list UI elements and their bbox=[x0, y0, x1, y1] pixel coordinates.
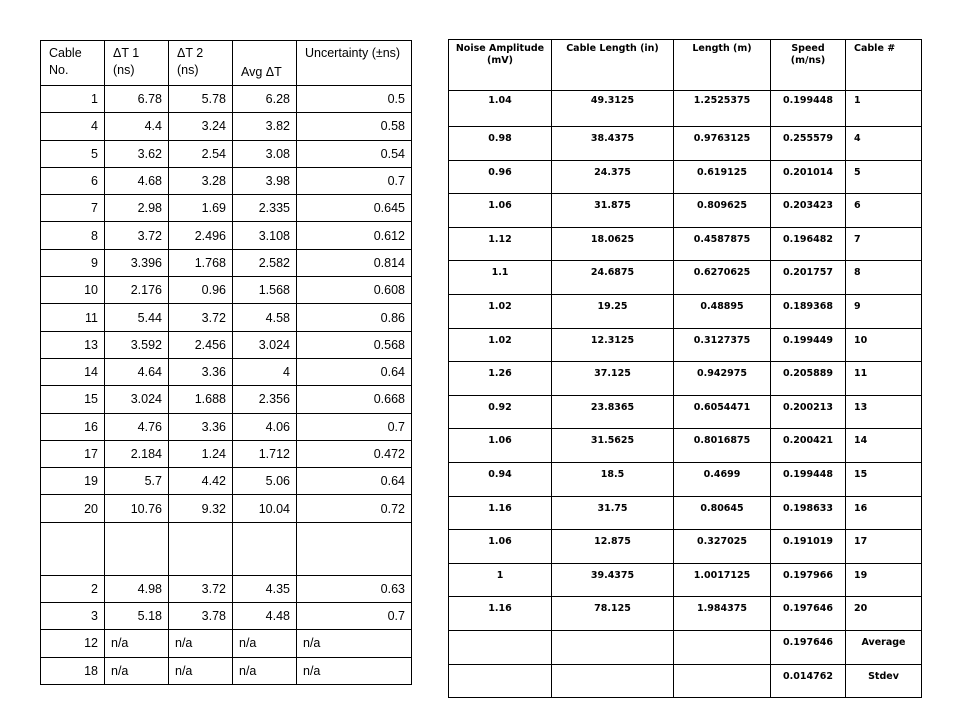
table-cell: 0.612 bbox=[297, 222, 412, 249]
table-cell: 14 bbox=[41, 358, 105, 385]
table-row bbox=[449, 294, 922, 328]
header-avg-delta-t: Avg ΔT bbox=[233, 41, 297, 86]
table-row bbox=[41, 630, 412, 657]
table-row bbox=[41, 86, 412, 113]
table-cell: 1 bbox=[449, 563, 552, 597]
table-row bbox=[41, 603, 412, 630]
table-cell: 5 bbox=[846, 160, 922, 194]
table-cell: 78.125 bbox=[552, 597, 674, 631]
table-cell: 0.196482 bbox=[771, 227, 846, 261]
table-row bbox=[449, 530, 922, 564]
table-cell: 3.592 bbox=[105, 331, 169, 358]
table-cell: 0.9763125 bbox=[674, 127, 771, 161]
table-cell: 4 bbox=[233, 358, 297, 385]
table-cell: 18.0625 bbox=[552, 227, 674, 261]
table-cell: 3.72 bbox=[105, 222, 169, 249]
table-row bbox=[41, 413, 412, 440]
table-cell: 1.06 bbox=[449, 429, 552, 463]
header-delta-t1: ΔT 1 (ns) bbox=[105, 41, 169, 86]
table-cell: 0.814 bbox=[297, 249, 412, 276]
table-cell: 5.06 bbox=[233, 468, 297, 495]
table-cell: 2.184 bbox=[105, 440, 169, 467]
table-row bbox=[41, 222, 412, 249]
table-row bbox=[41, 167, 412, 194]
table-cell: 2.335 bbox=[233, 195, 297, 222]
table-row bbox=[449, 664, 922, 698]
table-cell: 0.7 bbox=[297, 413, 412, 440]
table-cell: 1.12 bbox=[449, 227, 552, 261]
table-cell: 5.44 bbox=[105, 304, 169, 331]
table-cell: 0.568 bbox=[297, 331, 412, 358]
table-cell: 23.8365 bbox=[552, 395, 674, 429]
table-row bbox=[449, 91, 922, 127]
table-cell: 0.255579 bbox=[771, 127, 846, 161]
table-cell: 0.64 bbox=[297, 468, 412, 495]
table-cell bbox=[41, 522, 105, 575]
table-cell: n/a bbox=[105, 630, 169, 657]
table-row bbox=[449, 194, 922, 228]
table-row bbox=[41, 440, 412, 467]
table-cell: 3.82 bbox=[233, 113, 297, 140]
table-cell: 31.75 bbox=[552, 496, 674, 530]
table-cell bbox=[169, 522, 233, 575]
table-cell bbox=[552, 630, 674, 664]
table-cell bbox=[674, 664, 771, 698]
table-cell: 6 bbox=[846, 194, 922, 228]
table-cell: 20 bbox=[846, 597, 922, 631]
header-cable-number: Cable # bbox=[846, 40, 922, 91]
table-cell: 0.64 bbox=[297, 358, 412, 385]
table-row bbox=[41, 468, 412, 495]
table-cell bbox=[449, 630, 552, 664]
table-cell: 10.04 bbox=[233, 495, 297, 522]
table-cell: 1.712 bbox=[233, 440, 297, 467]
table-row bbox=[41, 522, 412, 575]
table-cell: 17 bbox=[41, 440, 105, 467]
table-cell: 4.58 bbox=[233, 304, 297, 331]
table-cell: 0.96 bbox=[169, 277, 233, 304]
table-cell bbox=[105, 522, 169, 575]
header-cable-length-in: Cable Length (in) bbox=[552, 40, 674, 91]
table-cell: 3.72 bbox=[169, 304, 233, 331]
table-cell: 1.1 bbox=[449, 261, 552, 295]
header-uncertainty: Uncertainty (±ns) bbox=[297, 41, 412, 86]
header-length-m: Length (m) bbox=[674, 40, 771, 91]
table-cell bbox=[233, 522, 297, 575]
table-cell: 1.2525375 bbox=[674, 91, 771, 127]
table-cell: 0.5 bbox=[297, 86, 412, 113]
table-cell: 5.7 bbox=[105, 468, 169, 495]
table-cell: 0.197646 bbox=[771, 597, 846, 631]
cable-speed-table bbox=[448, 39, 922, 698]
table-cell: 37.125 bbox=[552, 362, 674, 396]
table-cell: n/a bbox=[169, 630, 233, 657]
table-cell: 0.014762 bbox=[771, 664, 846, 698]
table-cell: 1.768 bbox=[169, 249, 233, 276]
table-cell: 2.98 bbox=[105, 195, 169, 222]
table-cell: 5 bbox=[41, 140, 105, 167]
table-cell: 6.28 bbox=[233, 86, 297, 113]
table-cell: 5.18 bbox=[105, 603, 169, 630]
table-row bbox=[41, 657, 412, 684]
table-cell: 2.176 bbox=[105, 277, 169, 304]
table-cell: 3.98 bbox=[233, 167, 297, 194]
table-cell: 0.205889 bbox=[771, 362, 846, 396]
table-cell: 0.58 bbox=[297, 113, 412, 140]
table-row bbox=[41, 195, 412, 222]
table-cell: n/a bbox=[233, 657, 297, 684]
table-cell: 3.108 bbox=[233, 222, 297, 249]
table-cell: 10 bbox=[41, 277, 105, 304]
table-cell: 31.5625 bbox=[552, 429, 674, 463]
header-delta-t2: ΔT 2 (ns) bbox=[169, 41, 233, 86]
header-row bbox=[41, 41, 412, 86]
table-cell: 0.199449 bbox=[771, 328, 846, 362]
table-cell: 2.456 bbox=[169, 331, 233, 358]
table-row bbox=[449, 127, 922, 161]
table-cell: 14 bbox=[846, 429, 922, 463]
table-cell: 0.3127375 bbox=[674, 328, 771, 362]
table-cell: 4.06 bbox=[233, 413, 297, 440]
header-noise-amplitude: Noise Amplitude (mV) bbox=[449, 40, 552, 91]
table-cell: 3.28 bbox=[169, 167, 233, 194]
table-cell: 15 bbox=[846, 462, 922, 496]
table-cell: 0.92 bbox=[449, 395, 552, 429]
table-cell: 2.496 bbox=[169, 222, 233, 249]
cable-speed-body bbox=[449, 91, 922, 698]
table-cell: 24.375 bbox=[552, 160, 674, 194]
table-cell: 6 bbox=[41, 167, 105, 194]
table-cell: 12.875 bbox=[552, 530, 674, 564]
table-cell: 1.984375 bbox=[674, 597, 771, 631]
table-cell bbox=[449, 664, 552, 698]
table-cell: 0.191019 bbox=[771, 530, 846, 564]
table-cell: 0.7 bbox=[297, 603, 412, 630]
table-cell: 3.36 bbox=[169, 413, 233, 440]
table-cell: 4.48 bbox=[233, 603, 297, 630]
table-cell: 0.8016875 bbox=[674, 429, 771, 463]
table-cell: 19 bbox=[41, 468, 105, 495]
table-cell: 18 bbox=[41, 657, 105, 684]
table-cell: 18.5 bbox=[552, 462, 674, 496]
table-cell: 1.26 bbox=[449, 362, 552, 396]
table-cell: 1.06 bbox=[449, 194, 552, 228]
table-cell: 13 bbox=[846, 395, 922, 429]
table-cell: 1.16 bbox=[449, 496, 552, 530]
table-cell: 1.16 bbox=[449, 597, 552, 631]
table-row bbox=[41, 575, 412, 602]
table-cell: 4.76 bbox=[105, 413, 169, 440]
table-cell: 0.98 bbox=[449, 127, 552, 161]
table-cell: 3.24 bbox=[169, 113, 233, 140]
table-cell: 7 bbox=[846, 227, 922, 261]
table-cell: 3.62 bbox=[105, 140, 169, 167]
table-cell: 4.35 bbox=[233, 575, 297, 602]
table-row bbox=[41, 495, 412, 522]
table-cell: 2.356 bbox=[233, 386, 297, 413]
table-cell: 1.0017125 bbox=[674, 563, 771, 597]
table-row bbox=[449, 395, 922, 429]
table-cell: 5.78 bbox=[169, 86, 233, 113]
table-cell: 1.02 bbox=[449, 328, 552, 362]
table-cell: 0.645 bbox=[297, 195, 412, 222]
table-cell: 2 bbox=[41, 575, 105, 602]
table-cell: 4 bbox=[846, 127, 922, 161]
table-cell: 0.72 bbox=[297, 495, 412, 522]
table-cell: 0.201014 bbox=[771, 160, 846, 194]
table-cell: 3.72 bbox=[169, 575, 233, 602]
table-cell: 12 bbox=[41, 630, 105, 657]
table-cell: 4 bbox=[41, 113, 105, 140]
table-row bbox=[41, 386, 412, 413]
table-cell: 3.024 bbox=[105, 386, 169, 413]
table-cell: 6.78 bbox=[105, 86, 169, 113]
header-speed: Speed (m/ns) bbox=[771, 40, 846, 91]
table-cell: 0.199448 bbox=[771, 462, 846, 496]
table-cell: 0.200421 bbox=[771, 429, 846, 463]
table-row bbox=[41, 140, 412, 167]
table-cell: 3.396 bbox=[105, 249, 169, 276]
table-cell: 4.98 bbox=[105, 575, 169, 602]
table-cell: 38.4375 bbox=[552, 127, 674, 161]
table-row bbox=[449, 563, 922, 597]
table-cell: 20 bbox=[41, 495, 105, 522]
table-row bbox=[41, 113, 412, 140]
table-cell: 0.327025 bbox=[674, 530, 771, 564]
table-cell: 10 bbox=[846, 328, 922, 362]
table-cell: 0.4699 bbox=[674, 462, 771, 496]
table-cell: 0.197966 bbox=[771, 563, 846, 597]
table-cell: 19.25 bbox=[552, 294, 674, 328]
table-cell: 0.608 bbox=[297, 277, 412, 304]
table-cell: 11 bbox=[41, 304, 105, 331]
table-row bbox=[449, 227, 922, 261]
table-cell: 0.200213 bbox=[771, 395, 846, 429]
table-cell: 0.48895 bbox=[674, 294, 771, 328]
table-cell: Average bbox=[846, 630, 922, 664]
table-cell: 13 bbox=[41, 331, 105, 358]
table-cell: 16 bbox=[41, 413, 105, 440]
table-cell: 3.08 bbox=[233, 140, 297, 167]
table-cell: 1.688 bbox=[169, 386, 233, 413]
cable-timing-table bbox=[40, 40, 412, 685]
table-cell: 0.472 bbox=[297, 440, 412, 467]
table-cell: 0.199448 bbox=[771, 91, 846, 127]
table-cell: 7 bbox=[41, 195, 105, 222]
table-cell: n/a bbox=[297, 657, 412, 684]
table-cell: 0.4587875 bbox=[674, 227, 771, 261]
table-cell: 0.197646 bbox=[771, 630, 846, 664]
table-cell: 0.809625 bbox=[674, 194, 771, 228]
table-cell: 0.6270625 bbox=[674, 261, 771, 295]
table-cell: 3.36 bbox=[169, 358, 233, 385]
table-cell bbox=[297, 522, 412, 575]
table-cell: 0.96 bbox=[449, 160, 552, 194]
table-row bbox=[449, 630, 922, 664]
table-cell: 12.3125 bbox=[552, 328, 674, 362]
table-cell: 0.189368 bbox=[771, 294, 846, 328]
header-cable-no: Cable No. bbox=[41, 41, 105, 86]
table-cell: 9 bbox=[41, 249, 105, 276]
table-cell: 11 bbox=[846, 362, 922, 396]
table-cell: 0.619125 bbox=[674, 160, 771, 194]
table-cell: 0.668 bbox=[297, 386, 412, 413]
table-row bbox=[41, 249, 412, 276]
table-cell: 1.568 bbox=[233, 277, 297, 304]
table-cell bbox=[552, 664, 674, 698]
table-cell: 1.06 bbox=[449, 530, 552, 564]
table-row bbox=[449, 362, 922, 396]
table-cell: 0.942975 bbox=[674, 362, 771, 396]
table-row bbox=[41, 277, 412, 304]
table-cell: 0.198633 bbox=[771, 496, 846, 530]
table-cell: 1.69 bbox=[169, 195, 233, 222]
table-row bbox=[449, 429, 922, 463]
table-cell: 0.54 bbox=[297, 140, 412, 167]
table-cell: 9 bbox=[846, 294, 922, 328]
table-cell: 8 bbox=[41, 222, 105, 249]
table-cell: 19 bbox=[846, 563, 922, 597]
table-cell: n/a bbox=[297, 630, 412, 657]
table-cell: 3.78 bbox=[169, 603, 233, 630]
table-cell: 2.54 bbox=[169, 140, 233, 167]
table-cell: 4.64 bbox=[105, 358, 169, 385]
table-cell: 1.24 bbox=[169, 440, 233, 467]
table-cell: 1 bbox=[846, 91, 922, 127]
table-cell: 15 bbox=[41, 386, 105, 413]
table-cell: 0.201757 bbox=[771, 261, 846, 295]
table-cell: 4.42 bbox=[169, 468, 233, 495]
table-row bbox=[449, 462, 922, 496]
table-cell: 16 bbox=[846, 496, 922, 530]
table-cell bbox=[674, 630, 771, 664]
table-cell: 2.582 bbox=[233, 249, 297, 276]
table-cell: 4.68 bbox=[105, 167, 169, 194]
table-row bbox=[449, 328, 922, 362]
table-cell: 4.4 bbox=[105, 113, 169, 140]
table-cell: 3.024 bbox=[233, 331, 297, 358]
table-cell: 17 bbox=[846, 530, 922, 564]
table-row bbox=[41, 331, 412, 358]
table-cell: 49.3125 bbox=[552, 91, 674, 127]
table-row bbox=[449, 261, 922, 295]
table-cell: 9.32 bbox=[169, 495, 233, 522]
table-cell: 1 bbox=[41, 86, 105, 113]
table-cell: 39.4375 bbox=[552, 563, 674, 597]
table-cell: 10.76 bbox=[105, 495, 169, 522]
table-cell: 0.94 bbox=[449, 462, 552, 496]
cable-timing-body bbox=[41, 86, 412, 685]
table-cell: 0.203423 bbox=[771, 194, 846, 228]
table-cell: n/a bbox=[105, 657, 169, 684]
table-cell: 0.80645 bbox=[674, 496, 771, 530]
table-cell: 31.875 bbox=[552, 194, 674, 228]
table-cell: 24.6875 bbox=[552, 261, 674, 295]
table-row bbox=[41, 304, 412, 331]
table-cell: n/a bbox=[233, 630, 297, 657]
table-row bbox=[41, 358, 412, 385]
table-cell: Stdev bbox=[846, 664, 922, 698]
table-cell: 0.6054471 bbox=[674, 395, 771, 429]
table-row bbox=[449, 597, 922, 631]
table-cell: 3 bbox=[41, 603, 105, 630]
table-cell: n/a bbox=[169, 657, 233, 684]
table-cell: 0.7 bbox=[297, 167, 412, 194]
table-cell: 1.04 bbox=[449, 91, 552, 127]
header-row bbox=[449, 40, 922, 91]
table-row bbox=[449, 160, 922, 194]
table-cell: 0.86 bbox=[297, 304, 412, 331]
table-cell: 0.63 bbox=[297, 575, 412, 602]
table-cell: 1.02 bbox=[449, 294, 552, 328]
table-cell: 8 bbox=[846, 261, 922, 295]
table-row bbox=[449, 496, 922, 530]
